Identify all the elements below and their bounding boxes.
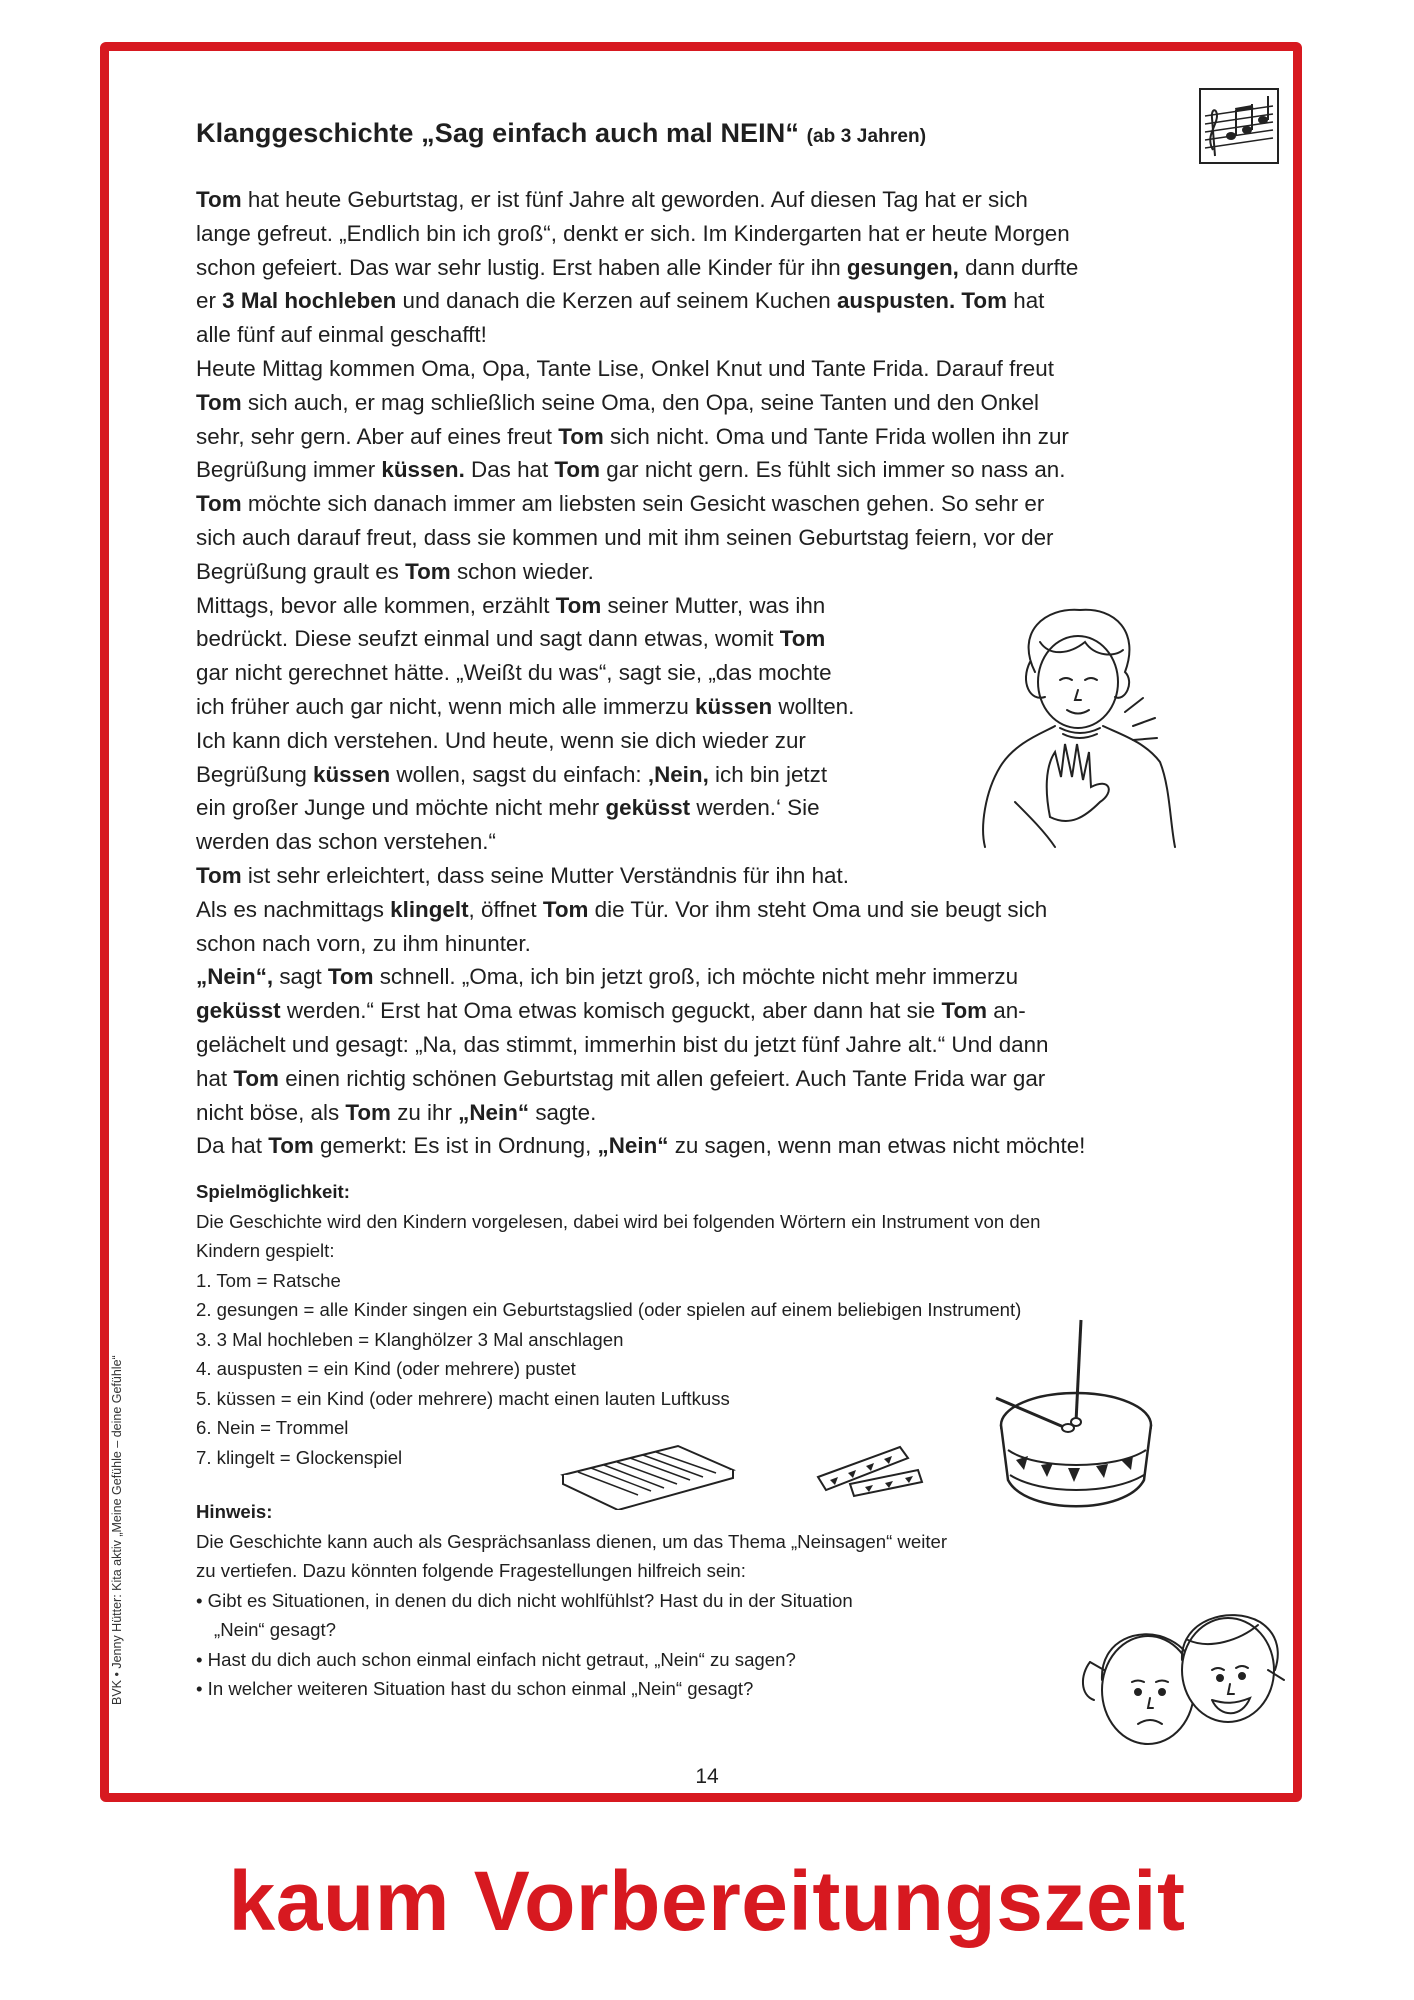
- story-line: [196, 352, 1226, 386]
- bold-keyword: Tom: [196, 491, 242, 517]
- spiel-item: 1. Tom = Ratsche: [196, 1269, 341, 1291]
- hinweis-heading: Hinweis:: [196, 1501, 273, 1522]
- text-run: wollen, sagst du einfach:: [390, 761, 648, 787]
- child-stop-hand-illustration: [975, 602, 1185, 857]
- text-run: Ich kann dich verstehen. Und heute, wenn sie dich wieder zur: [196, 727, 806, 753]
- bold-keyword: „Nein“: [458, 1099, 530, 1125]
- hinweis-bullet-cont: „Nein“ gesagt?: [214, 1619, 336, 1640]
- story-line: [196, 487, 1226, 521]
- text-run: hat: [196, 1065, 234, 1091]
- spiel-item: 4. auspusten = ein Kind (oder mehrere) pustet: [196, 1358, 576, 1379]
- text-run: möchte sich danach immer am liebsten sein Gesicht waschen gehen. So sehr er: [241, 491, 1045, 517]
- story-line: [196, 386, 1226, 420]
- hinweis-bullet: • Hast du dich auch schon einmal einfach nicht getraut, „Nein“ zu sagen?: [196, 1648, 796, 1670]
- spiel-item: 5. küssen = ein Kind (oder mehrere) macht einen lauten Luftkuss: [196, 1387, 730, 1409]
- hinweis-section: [196, 1497, 1196, 1704]
- text-run: werden das schon verstehen.“: [196, 829, 496, 855]
- bold-keyword: „Nein“: [597, 1133, 669, 1159]
- story-line: [196, 859, 1226, 893]
- text-run: hat: [1007, 288, 1045, 314]
- bold-keyword: Tom: [558, 423, 604, 449]
- bold-keyword: klingelt: [390, 896, 469, 922]
- story-line: [196, 1028, 1226, 1062]
- text-run: gar nicht gern. Es fühlt sich immer so nass an.: [600, 457, 1066, 483]
- promo-banner: kaum Vorbereitungszeit: [228, 1854, 1186, 1948]
- text-run: schon nach vorn, zu ihm hinunter.: [196, 930, 531, 956]
- text-run: und danach die Kerzen auf seinem Kuchen: [396, 288, 837, 314]
- text-run: bedrückt. Diese seufzt einmal und sagt dann etwas, womit: [196, 626, 780, 652]
- text-run: schon gefeiert. Das war sehr lustig. Erst haben alle Kinder für ihn: [196, 254, 847, 280]
- text-run: lange gefreut. „Endlich bin ich groß“, denkt er sich. Im Kindergarten hat er heute Morgen: [196, 220, 1070, 246]
- text-run: sagte.: [529, 1099, 597, 1125]
- spiel-item: 2. gesungen = alle Kinder singen ein Geburtstagslied (oder spielen auf einem beliebigen Instrument): [196, 1299, 1022, 1320]
- story-line: [196, 420, 1226, 454]
- text-run: Als es nachmittags: [196, 896, 391, 922]
- bold-keyword: Tom: [233, 1065, 279, 1091]
- bold-keyword: küssen: [313, 761, 391, 787]
- story-line: [196, 994, 1226, 1028]
- story-line: [196, 318, 1226, 352]
- bold-keyword: „Nein“,: [196, 964, 274, 990]
- story-line: [196, 893, 1226, 927]
- title-age: (ab 3 Jahren): [806, 126, 927, 147]
- drum-icon: [986, 1310, 1166, 1525]
- bold-keyword: Tom: [268, 1133, 314, 1159]
- bold-keyword: küssen.: [381, 457, 465, 483]
- text-run: einen richtig schönen Geburtstag mit allen gefeiert. Auch Tante Frida war gar: [278, 1065, 1046, 1091]
- story-line: [196, 251, 1226, 285]
- xylophone-icon: [558, 1440, 738, 1515]
- text-run: hat heute Geburtstag, er ist fünf Jahre alt geworden. Auf diesen Tag hat er sich: [241, 187, 1028, 212]
- text-run: Mittags, bevor alle kommen, erzählt: [196, 592, 556, 618]
- text-run: alle fünf auf einmal geschafft!: [196, 322, 487, 348]
- bold-keyword: Tom: [327, 964, 374, 990]
- bold-keyword: ‚Nein,: [647, 761, 709, 787]
- story-line: [196, 183, 1226, 217]
- story-line: [196, 217, 1226, 251]
- text-run: zu ihr: [390, 1099, 459, 1125]
- spiel-item: 7. klingelt = Glockenspiel: [196, 1446, 403, 1468]
- text-run: sich auch, er mag schließlich seine Oma, den Opa, seine Tanten und den Onkel: [241, 389, 1040, 415]
- bold-keyword: Tom: [196, 389, 242, 415]
- bold-keyword: geküsst: [196, 998, 281, 1024]
- bold-keyword: Tom: [196, 862, 242, 888]
- text-run: dann durfte: [958, 254, 1079, 280]
- spiel-item: 3. 3 Mal hochleben = Klanghölzer 3 Mal anschlagen: [196, 1328, 624, 1350]
- text-run: Da hat: [196, 1133, 269, 1159]
- bold-keyword: Tom: [196, 187, 242, 212]
- music-notes-icon: [1199, 88, 1279, 164]
- two-children-illustration: [1080, 1600, 1290, 1775]
- hinweis-intro-line: zu vertiefen. Dazu könnten folgende Fragestellungen hilfreich sein:: [196, 1560, 746, 1581]
- story-line: [196, 1096, 1226, 1130]
- text-run: er: [196, 288, 223, 314]
- spiel-intro-line: Kindern gespielt:: [196, 1240, 335, 1261]
- title-main: Klanggeschichte „Sag einfach auch mal NEIN“: [196, 118, 799, 148]
- text-run: Begrüßung immer: [196, 457, 382, 483]
- bold-keyword: Tom: [405, 558, 451, 584]
- spiel-heading: Spielmöglichkeit:: [196, 1181, 350, 1202]
- bold-keyword: auspusten. Tom: [836, 288, 1008, 314]
- spiel-intro-line: Die Geschichte wird den Kindern vorgelesen, dabei wird bei folgenden Wörtern ein Instrument von den: [196, 1210, 1041, 1232]
- text-run: schon wieder.: [450, 558, 594, 584]
- text-run: gelächelt und gesagt: „Na, das stimmt, immerhin bist du jetzt fünf Jahre alt.“ Und dann: [196, 1031, 1049, 1057]
- story-line: [196, 1062, 1226, 1096]
- bold-keyword: küssen: [695, 693, 773, 719]
- text-run: werden.‘ Sie: [690, 795, 820, 821]
- bold-keyword: Tom: [555, 592, 602, 618]
- text-run: ist sehr erleichtert, dass seine Mutter Verständnis für ihn hat.: [241, 862, 849, 888]
- text-run: die Tür. Vor ihm steht Oma und sie beugt sich: [588, 896, 1048, 922]
- hinweis-bullet: • In welcher weiteren Situation hast du schon einmal „Nein“ gesagt?: [196, 1678, 754, 1699]
- story-line: [196, 927, 1226, 961]
- text-run: seiner Mutter, was ihn: [601, 592, 826, 618]
- story-line: [196, 284, 1226, 318]
- hinweis-bullet: • Gibt es Situationen, in denen du dich nicht wohlfühlst? Hast du in der Situation: [196, 1589, 853, 1611]
- text-run: an-: [987, 998, 1026, 1024]
- story-line: [196, 960, 1226, 994]
- text-run: ich bin jetzt: [708, 761, 828, 787]
- text-run: sagt: [273, 964, 328, 990]
- bold-keyword: gesungen,: [846, 254, 959, 280]
- bold-keyword: Tom: [554, 457, 601, 483]
- text-run: Begrüßung grault es: [196, 558, 406, 584]
- claves-icon: [810, 1432, 930, 1507]
- text-run: sich auch darauf freut, dass sie kommen und mit ihm seinen Geburtstag feiern, vor der: [196, 524, 1054, 550]
- bold-keyword: Tom: [542, 896, 589, 922]
- text-run: zu sagen, wenn man etwas nicht möchte!: [668, 1133, 1086, 1159]
- text-run: schnell. „Oma, ich bin jetzt groß, ich möchte nicht mehr immerzu: [373, 964, 1019, 990]
- spiel-item: 6. Nein = Trommel: [196, 1417, 349, 1438]
- bold-keyword: Tom: [345, 1099, 391, 1125]
- text-run: gemerkt: Es ist in Ordnung,: [313, 1133, 598, 1159]
- bold-keyword: geküsst: [605, 795, 691, 821]
- text-run: ein großer Junge und möchte nicht mehr: [196, 795, 606, 821]
- text-run: Heute Mittag kommen Oma, Opa, Tante Lise, Onkel Knut und Tante Frida. Darauf freut: [196, 355, 1054, 381]
- text-run: werden.“ Erst hat Oma etwas komisch geguckt, aber dann hat sie: [280, 998, 942, 1024]
- text-run: Das hat: [464, 457, 555, 483]
- story-line: [196, 1129, 1226, 1163]
- text-run: wollten.: [772, 693, 855, 719]
- story-line: [196, 453, 1226, 487]
- text-run: sehr, sehr gern. Aber auf eines freut: [196, 423, 559, 449]
- page-title: [196, 118, 1186, 149]
- bold-keyword: 3 Mal hochleben: [222, 288, 397, 314]
- bold-keyword: Tom: [941, 998, 988, 1024]
- text-run: sich nicht. Oma und Tante Frida wollen ihn zur: [603, 423, 1069, 449]
- text-run: ich früher auch gar nicht, wenn mich alle immerzu: [196, 693, 696, 719]
- text-run: gar nicht gerechnet hätte. „Weißt du was“, sagt sie, „das mochte: [196, 660, 832, 686]
- story-line: [196, 555, 1226, 589]
- text-run: , öffnet: [468, 896, 543, 922]
- page-number: 14: [695, 1765, 719, 1788]
- bold-keyword: Tom: [779, 626, 826, 652]
- side-credit: BVK • Jenny Hütter: Kita aktiv „Meine Gefühle – deine Gefühle“: [110, 1355, 124, 1705]
- story-line: [196, 521, 1226, 555]
- text-run: Begrüßung: [196, 761, 314, 787]
- hinweis-intro-line: Die Geschichte kann auch als Gesprächsanlass dienen, um das Thema „Neinsagen“ weiter: [196, 1530, 948, 1552]
- text-run: nicht böse, als: [196, 1099, 346, 1125]
